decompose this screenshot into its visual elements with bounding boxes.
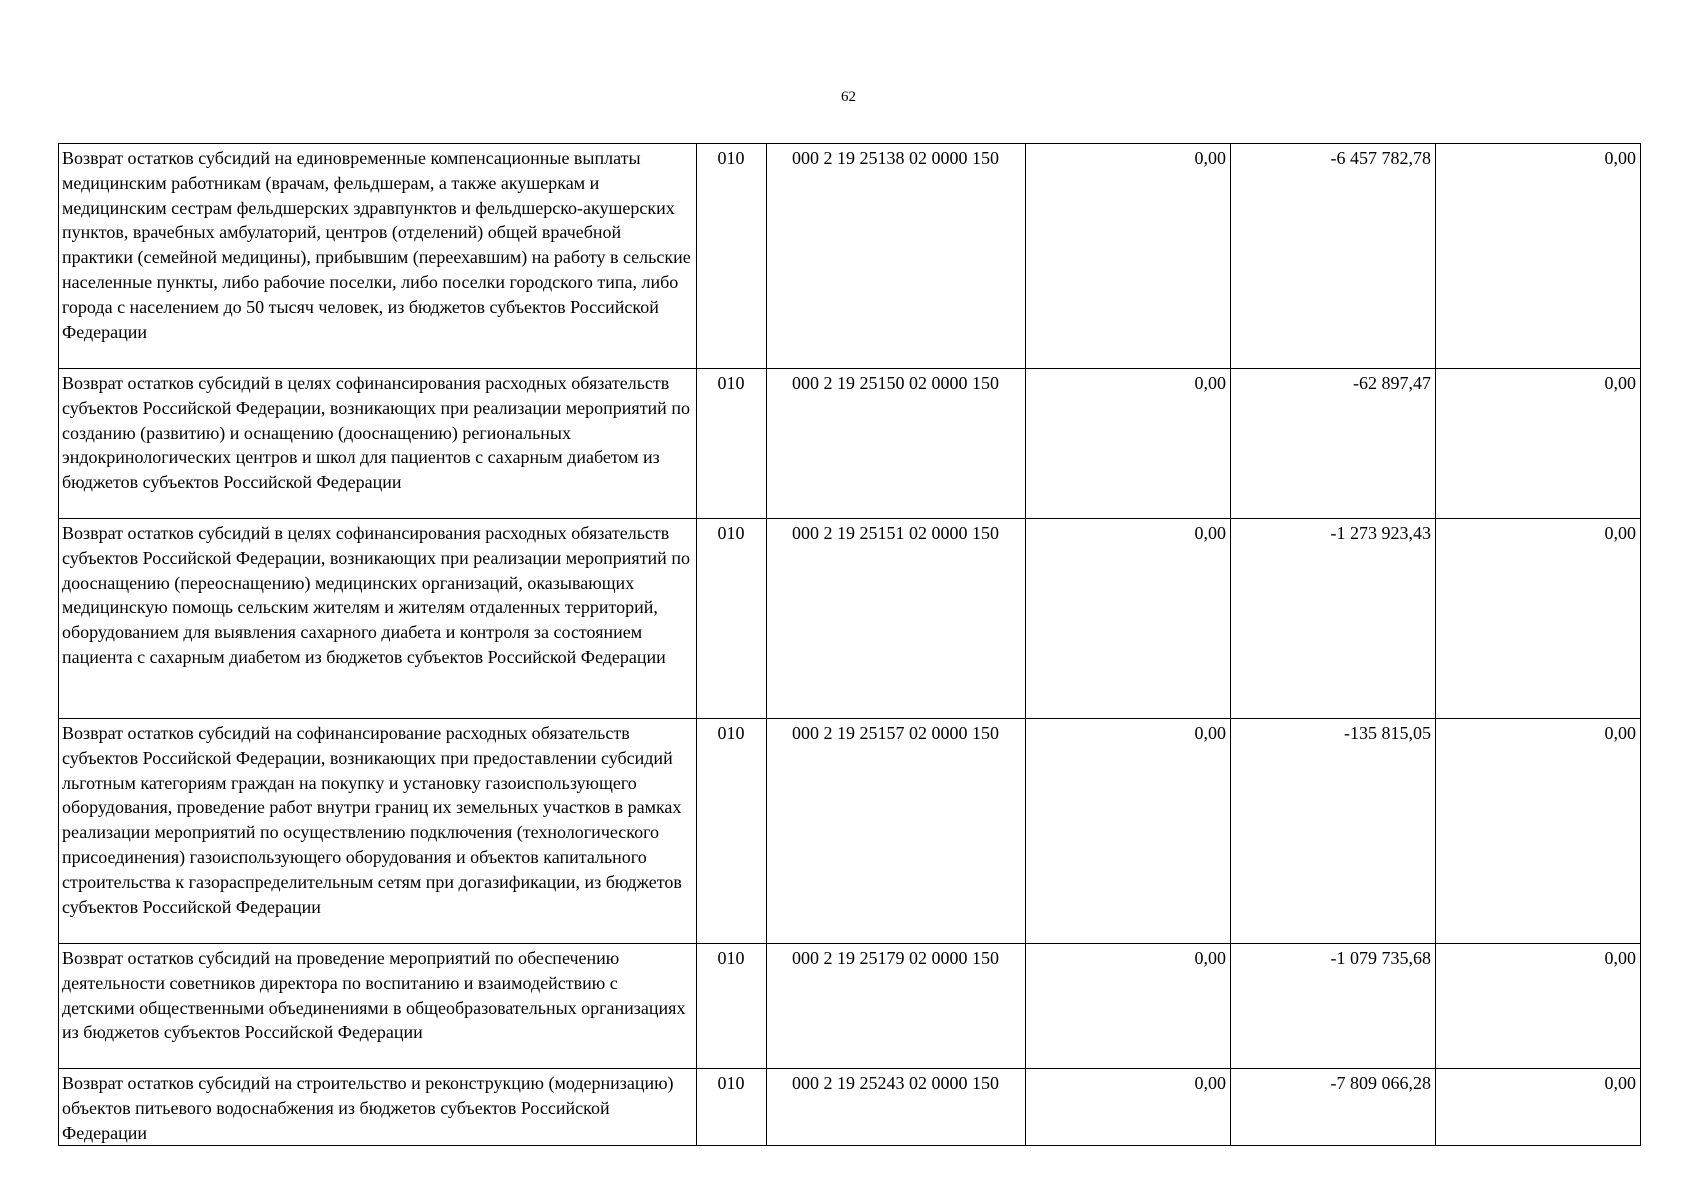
row-value-3-cell: 0,00 [1436, 369, 1641, 519]
row-value-2-cell: -1 273 923,43 [1231, 519, 1436, 719]
row-code-cell: 010 [697, 1069, 767, 1146]
row-value-1-cell: 0,00 [1026, 944, 1231, 1069]
table-row [59, 369, 1641, 519]
row-value-3-cell: 0,00 [1436, 719, 1641, 944]
row-value-1-cell: 0,00 [1026, 1069, 1231, 1146]
row-value-3-cell: 0,00 [1436, 1069, 1641, 1146]
row-name-cell: Возврат остатков субсидий на строительство и реконструкцию (модернизацию) объектов питьевого водоснабжения из бюджетов субъектов Российской Федерации [59, 1069, 697, 1146]
table-row [59, 519, 1641, 719]
budget-table [58, 143, 1641, 1146]
row-code-cell: 010 [697, 719, 767, 944]
page-number: 62 [841, 89, 856, 105]
row-name-cell: Возврат остатков субсидий на проведение мероприятий по обеспечению деятельности советников директора по воспитанию и взаимодействию с детскими общественными объединениями в общеобразовательных организациях из бюджетов субъектов Российской Федерации [59, 944, 697, 1069]
row-name-cell: Возврат остатков субсидий в целях софинансирования расходных обязательств субъектов Российской Федерации, возникающих при реализации мероприятий по созданию (развитию) и оснащению (дооснащению) региональных эндокринологических центров и школ для пациентов с сахарным диабетом из бюджетов субъектов Российской Федерации [59, 369, 697, 519]
row-code-cell: 010 [697, 369, 767, 519]
row-value-2-cell: -1 079 735,68 [1231, 944, 1436, 1069]
row-name-cell: Возврат остатков субсидий на софинансирование расходных обязательств субъектов Российской Федерации, возникающих при предоставлении субсидий льготным категориям граждан на покупку и установку газоиспользующего оборудования, проведение работ внутри границ их земельных участков в рамках реализации мероприятий по осуществлению подключения (технологического присоединения) газоиспользующего оборудования и объектов капитального строительства к газораспределительным сетям при догазификации, из бюджетов субъектов Российской Федерации [59, 719, 697, 944]
row-kbk-cell: 000 2 19 25150 02 0000 150 [767, 369, 1026, 519]
row-value-2-cell: -62 897,47 [1231, 369, 1436, 519]
row-value-3-cell: 0,00 [1436, 519, 1641, 719]
table-row [59, 944, 1641, 1069]
row-kbk-cell: 000 2 19 25243 02 0000 150 [767, 1069, 1026, 1146]
row-name-cell: Возврат остатков субсидий в целях софинансирования расходных обязательств субъектов Российской Федерации, возникающих при реализации мероприятий по дооснащению (переоснащению) медицинских организаций, оказывающих медицинскую помощь сельским жителям и жителям отдаленных территорий, оборудованием для выявления сахарного диабета и контроля за состоянием пациента с сахарным диабетом из бюджетов субъектов Российской Федерации [59, 519, 697, 719]
row-value-1-cell: 0,00 [1026, 369, 1231, 519]
row-code-cell: 010 [697, 519, 767, 719]
row-value-1-cell: 0,00 [1026, 519, 1231, 719]
row-value-1-cell: 0,00 [1026, 719, 1231, 944]
row-name-cell: Возврат остатков субсидий на единовременные компенсационные выплаты медицинским работникам (врачам, фельдшерам, а также акушеркам и медицинским сестрам фельдшерских здравпунктов и фельдшерско-акушерских пунктов, врачебных амбулаторий, центров (отделений) общей врачебной практики (семейной медицины), прибывшим (переехавшим) на работу в сельские населенные пункты, либо рабочие поселки, либо поселки городского типа, либо города с населением до 50 тысяч человек, из бюджетов субъектов Российской Федерации [59, 144, 697, 369]
row-code-cell: 010 [697, 944, 767, 1069]
table-row [59, 144, 1641, 369]
row-value-3-cell: 0,00 [1436, 944, 1641, 1069]
row-value-3-cell: 0,00 [1436, 144, 1641, 369]
row-kbk-cell: 000 2 19 25138 02 0000 150 [767, 144, 1026, 369]
row-value-2-cell: -6 457 782,78 [1231, 144, 1436, 369]
table-row [59, 719, 1641, 944]
row-code-cell: 010 [697, 144, 767, 369]
table-row [59, 1069, 1641, 1146]
row-kbk-cell: 000 2 19 25157 02 0000 150 [767, 719, 1026, 944]
row-value-2-cell: -7 809 066,28 [1231, 1069, 1436, 1146]
row-value-1-cell: 0,00 [1026, 144, 1231, 369]
row-kbk-cell: 000 2 19 25151 02 0000 150 [767, 519, 1026, 719]
row-value-2-cell: -135 815,05 [1231, 719, 1436, 944]
row-kbk-cell: 000 2 19 25179 02 0000 150 [767, 944, 1026, 1069]
